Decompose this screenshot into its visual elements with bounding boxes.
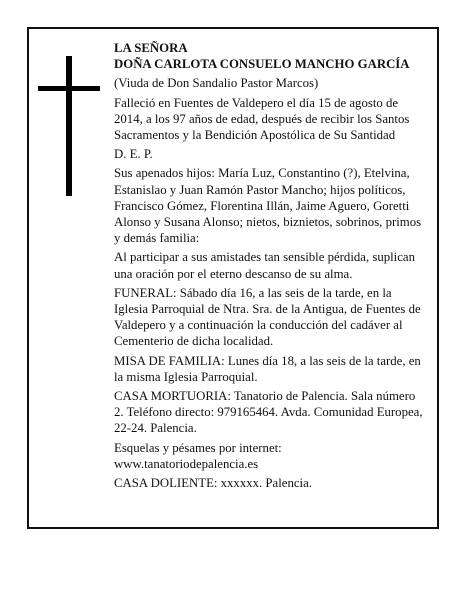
online-condolences-label: Esquelas y pésames por internet: xyxy=(114,440,282,455)
widow-of: (Viuda de Don Sandalio Pastor Marcos) xyxy=(114,76,319,91)
cross-icon xyxy=(66,56,72,196)
dep-line: D. E. P. xyxy=(114,147,153,162)
online-condolences xyxy=(114,440,426,472)
obituary-text xyxy=(114,40,426,494)
cross-icon-bar xyxy=(38,86,100,91)
deceased-name: DOÑA CARLOTA CONSUELO MANCHO GARCÍA xyxy=(114,57,410,72)
family-list: Sus apenados hijos: María Luz, Constantino (?), Etelvina, Estanislao y Juan Ramón Pastor Mancho; hijos políticos, Francisco Gómez, Florentina Illán, Jaime Aguero, Goretti Alonso y Susana Alonso; nietos, biznietos, sobrinos, primos y demás familia: xyxy=(114,166,422,246)
funeral-home-info: CASA MORTUORIA: Tanatorio de Palencia. Sala número 2. Teléfono directo: 979165464. Avda. Comunidad Europea, 22-24. Palencia. xyxy=(114,389,423,436)
website-link[interactable]: www.tanatoriodepalencia.es xyxy=(114,456,259,471)
obituary-header xyxy=(114,40,426,72)
death-notice: Falleció en Fuentes de Valdepero el día 15 de agosto de 2014, a los 97 años de edad, después de recibir los Santos Sacramentos y la Bendición Apostólica de Su Santidad xyxy=(114,95,410,143)
funeral-info: FUNERAL: Sábado día 16, a las seis de la tarde, en la Iglesia Parroquial de Ntra. Sra. de la Antigua, de Fuentes de Valdepero y a continuación la conducción del cadáver al Cementerio de dicha localidad. xyxy=(114,285,421,349)
prayer-request: Al participar a sus amistades tan sensible pérdida, suplican una oración por el eterno descanso de su alma. xyxy=(114,250,415,281)
header-line: LA SEÑORA xyxy=(114,41,188,55)
family-mass-info: MISA DE FAMILIA: Lunes día 18, a las seis de la tarde, en la misma Iglesia Parroquial. xyxy=(114,353,421,384)
mourning-house-info: CASA DOLIENTE: xxxxxx. Palencia. xyxy=(114,476,312,491)
